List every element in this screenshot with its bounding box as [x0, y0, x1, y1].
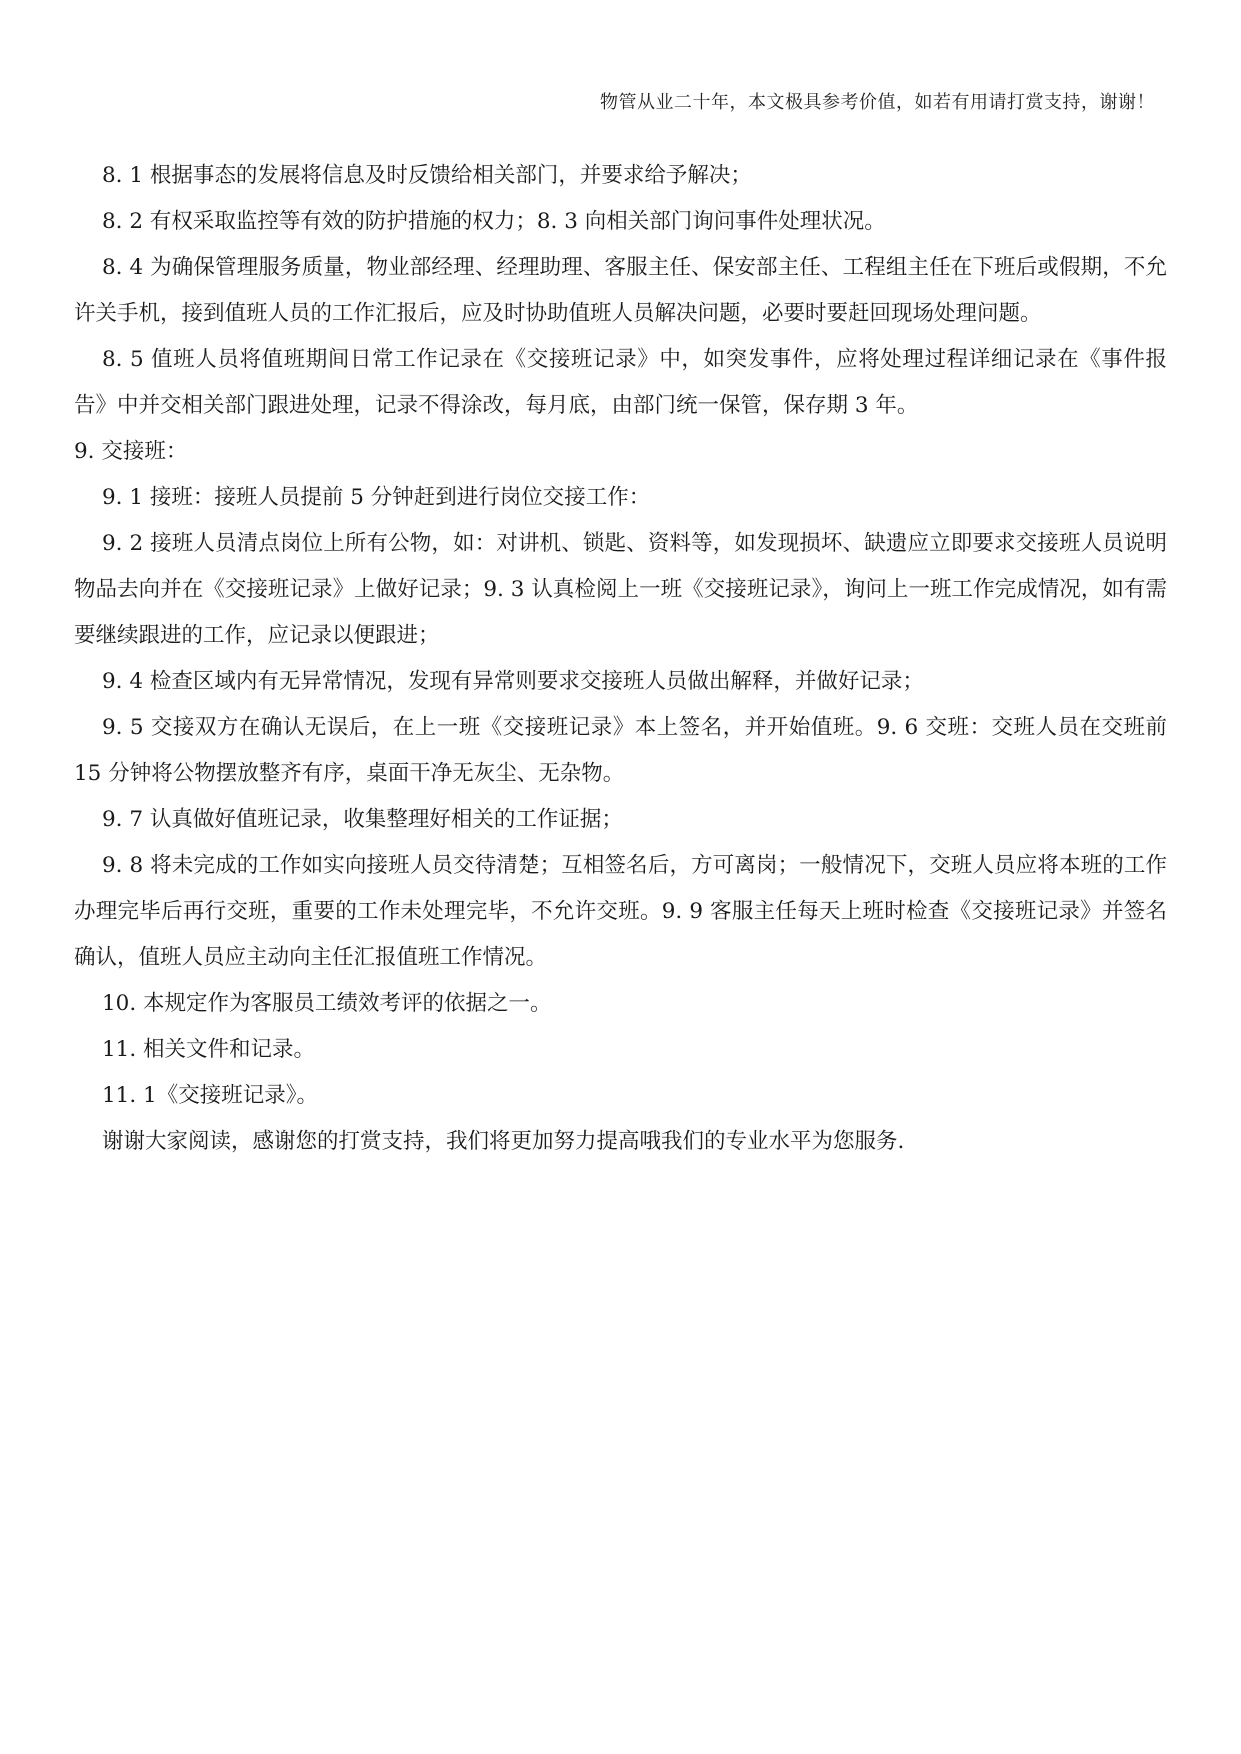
paragraph-9-1: 9. 1 接班：接班人员提前 5 分钟赶到进行岗位交接工作： — [102, 485, 651, 510]
paragraph-8-5: 8. 5 值班人员将值班期间日常工作记录在《交接班记录》中，如突发事件，应将处理过程详细记录在《事件报告》中并交相关部门跟进处理，记录不得涂改，每月底，由部门统一保管，保存期 3 年。 — [74, 347, 1167, 418]
paragraph-11-1: 11. 1《交接班记录》。 — [102, 1083, 318, 1108]
paragraph-9-4: 9. 4 检查区域内有无异常情况，发现有异常则要求交接班人员做出解释，并做好记录； — [102, 669, 924, 694]
document-body — [74, 153, 1167, 1165]
paragraph-10: 10. 本规定作为客服员工绩效考评的依据之一。 — [102, 991, 552, 1016]
header-note: 物管从业二十年，本文极具参考价值，如若有用请打赏支持，谢谢！ — [600, 92, 1155, 113]
paragraph-11: 11. 相关文件和记录。 — [102, 1037, 316, 1062]
closing-note: 谢谢大家阅读，感谢您的打赏支持，我们将更加努力提高哦我们的专业水平为您服务. — [102, 1129, 905, 1154]
section-heading-9: 9. 交接班： — [74, 439, 188, 464]
paragraph-9-5: 9. 5 交接双方在确认无误后，在上一班《交接班记录》本上签名，并开始值班。9. 6 交班：交班人员在交班前 15 分钟将公物摆放整齐有序，桌面干净无灰尘、无杂物。 — [74, 715, 1167, 786]
paragraph-9-2: 9. 2 接班人员清点岗位上所有公物，如：对讲机、锁匙、资料等，如发现损坏、缺遗应立即要求交接班人员说明物品去向并在《交接班记录》上做好记录；9. 3 认真检阅上一班《交接班记录》，询问上一班工作完成情况，如有需要继续跟进的工作，应记录以便跟进； — [74, 531, 1167, 648]
paragraph-8-4: 8. 4 为确保管理服务质量，物业部经理、经理助理、客服主任、保安部主任、工程组主任在下班后或假期，不允许关手机，接到值班人员的工作汇报后，应及时协助值班人员解决问题，必要时要赶回现场处理问题。 — [74, 255, 1167, 326]
paragraph-9-8: 9. 8 将未完成的工作如实向接班人员交待清楚；互相签名后，方可离岗；一般情况下，交班人员应将本班的工作办理完毕后再行交班，重要的工作未处理完毕，不允许交班。9. 9 客服主任每天上班时检查《交接班记录》并签名确认，值班人员应主动向主任汇报值班工作情况。 — [74, 853, 1167, 970]
paragraph-9-7: 9. 7 认真做好值班记录，收集整理好相关的工作证据； — [102, 807, 623, 832]
paragraph-8-1: 8. 1 根据事态的发展将信息及时反馈给相关部门，并要求给予解决； — [102, 163, 752, 188]
paragraph-8-2: 8. 2 有权采取监控等有效的防护措施的权力；8. 3 向相关部门询问事件处理状况。 — [102, 209, 886, 234]
